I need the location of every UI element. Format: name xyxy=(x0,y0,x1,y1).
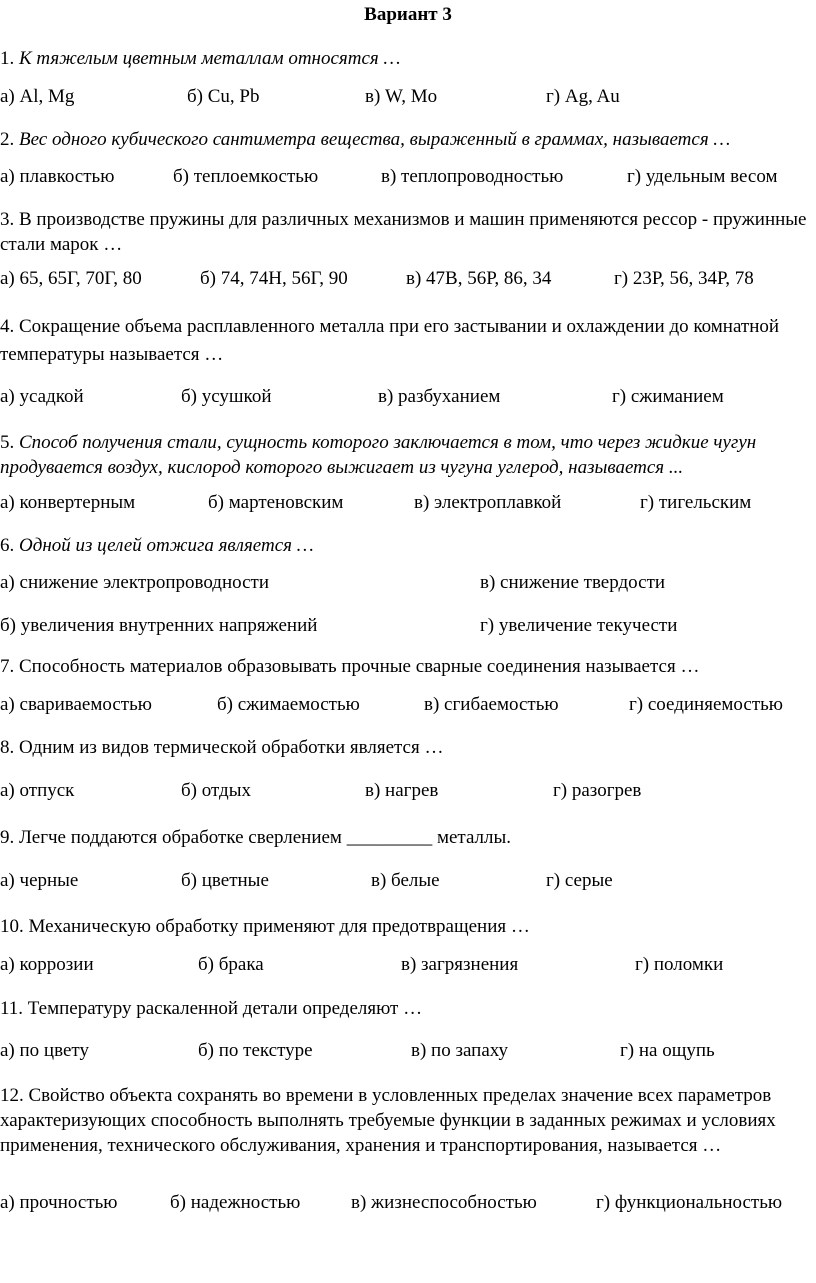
option-b: б) 74, 74Н, 56Г, 90 xyxy=(200,268,348,289)
question-number: 9. xyxy=(0,827,15,848)
option-b: б) отдых xyxy=(181,780,251,801)
question-number: 3. xyxy=(0,209,15,230)
option-v: в) 47В, 56Р, 86, 34 xyxy=(406,268,552,289)
option-a: а) Al, Mg xyxy=(0,86,75,107)
option-b: б) брака xyxy=(198,954,264,975)
option-a: а) свариваемостью xyxy=(0,694,152,715)
options-1 xyxy=(0,84,816,110)
options-6a xyxy=(0,570,816,596)
option-g: г) поломки xyxy=(635,954,724,975)
question-1 xyxy=(0,46,814,71)
question-text: Способность материалов образовывать прочные сварные соединения называется … xyxy=(19,656,700,677)
option-g: г) на ощупь xyxy=(620,1040,715,1061)
option-g: г) разогрев xyxy=(553,780,642,801)
option-b: б) теплоемкостью xyxy=(173,166,319,187)
option-a: а) прочностью xyxy=(0,1192,118,1213)
option-g: г) сжиманием xyxy=(612,386,724,407)
option-v: в) сгибаемостью xyxy=(424,694,559,715)
question-text: Температуру раскаленной детали определяют … xyxy=(27,998,423,1019)
option-b: б) сжимаемостью xyxy=(217,694,360,715)
question-text: Вес одного кубического сантиметра вещества, выраженный в граммах, называется … xyxy=(19,129,731,150)
question-text: Сокращение объема расплавленного металла при его застывании и охлаждении до комнатной температуры называется … xyxy=(0,316,780,365)
question-number: 6. xyxy=(0,535,15,556)
option-a: а) по цвету xyxy=(0,1040,89,1061)
options-6b xyxy=(0,613,816,639)
option-g: г) тигельским xyxy=(640,492,752,513)
options-12 xyxy=(0,1190,816,1216)
option-a: а) плавкостью xyxy=(0,166,115,187)
options-7 xyxy=(0,692,816,718)
option-v: в) W, Mo xyxy=(365,86,438,107)
question-8 xyxy=(0,735,814,760)
option-g: г) функциональностью xyxy=(596,1192,783,1213)
question-number: 7. xyxy=(0,656,15,677)
option-g: г) увеличение текучести xyxy=(480,615,678,636)
question-number: 1. xyxy=(0,48,15,69)
option-g: г) серые xyxy=(546,870,613,891)
question-3 xyxy=(0,207,814,257)
question-number: 10. xyxy=(0,916,24,937)
question-number: 5. xyxy=(0,432,15,453)
option-a: а) 65, 65Г, 70Г, 80 xyxy=(0,268,142,289)
option-v: в) нагрев xyxy=(365,780,439,801)
options-8 xyxy=(0,778,816,804)
options-2 xyxy=(0,164,816,190)
question-7 xyxy=(0,654,814,679)
option-b: б) усушкой xyxy=(181,386,272,407)
options-9 xyxy=(0,868,816,894)
question-number: 4. xyxy=(0,316,15,337)
option-v: в) снижение твердости xyxy=(480,572,666,593)
option-b: б) Cu, Pb xyxy=(187,86,260,107)
question-text: Механическую обработку применяют для предотвращения … xyxy=(28,916,530,937)
option-v: в) разбуханием xyxy=(378,386,501,407)
options-10 xyxy=(0,952,816,978)
question-text: В производстве пружины для различных механизмов и машин применяются рессор - пружинные стали марок … xyxy=(0,209,807,255)
option-a: а) усадкой xyxy=(0,386,84,407)
options-5 xyxy=(0,490,816,516)
question-text: К тяжелым цветным металлам относятся … xyxy=(19,48,401,69)
option-b: б) цветные xyxy=(181,870,269,891)
option-g: г) 23Р, 56, 34Р, 78 xyxy=(614,268,754,289)
option-g: г) соединяемостью xyxy=(629,694,783,715)
options-11 xyxy=(0,1038,816,1064)
question-text: Одним из видов термической обработки является … xyxy=(19,737,444,758)
option-b: б) увеличения внутренних напряжений xyxy=(0,615,318,636)
option-v: в) белые xyxy=(371,870,440,891)
question-12 xyxy=(0,1083,814,1158)
question-number: 8. xyxy=(0,737,15,758)
option-b: б) по текстуре xyxy=(198,1040,313,1061)
question-text: Легче поддаются обработке сверлением _________ металлы. xyxy=(19,827,512,848)
question-4 xyxy=(0,313,814,369)
option-a: а) черные xyxy=(0,870,79,891)
document-title: Вариант 3 xyxy=(364,4,452,25)
question-text: Способ получения стали, сущность которого заключается в том, что через жидкие чугун продувается воздух, кислород которого выжигает из чугуна углерод, называется ... xyxy=(0,432,757,478)
option-b: б) надежностью xyxy=(170,1192,301,1213)
question-number: 11. xyxy=(0,998,24,1019)
question-10 xyxy=(0,914,814,939)
option-v: в) электроплавкой xyxy=(414,492,562,513)
options-4 xyxy=(0,384,816,410)
question-text: Одной из целей отжига является … xyxy=(19,535,314,556)
options-3 xyxy=(0,266,816,292)
option-a: а) конвертерным xyxy=(0,492,136,513)
option-v: в) по запаху xyxy=(411,1040,509,1061)
question-5 xyxy=(0,430,814,480)
option-a: а) отпуск xyxy=(0,780,75,801)
question-11 xyxy=(0,996,814,1021)
question-number: 2. xyxy=(0,129,15,150)
question-number: 12. xyxy=(0,1085,24,1106)
question-text: Свойство объекта сохранять во времени в условленных пределах значение всех параметров характеризующих способность выполнять требуемые функции в заданных режимах и условиях применения, технического обслуживания, хранения и транспортирования, называется … xyxy=(0,1085,776,1156)
option-b: б) мартеновским xyxy=(208,492,344,513)
option-g: г) Ag, Au xyxy=(546,86,620,107)
question-9 xyxy=(0,825,814,850)
question-6 xyxy=(0,533,814,558)
option-g: г) удельным весом xyxy=(627,166,778,187)
option-a: а) снижение электропроводности xyxy=(0,572,270,593)
question-2 xyxy=(0,127,814,152)
option-v: в) жизнеспособностью xyxy=(351,1192,537,1213)
option-v: в) теплопроводностью xyxy=(381,166,564,187)
option-v: в) загрязнения xyxy=(401,954,519,975)
option-a: а) коррозии xyxy=(0,954,94,975)
